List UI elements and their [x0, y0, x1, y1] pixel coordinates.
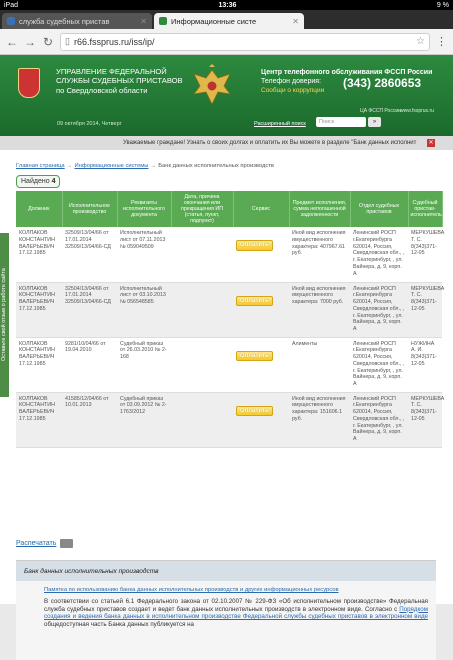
pay-button[interactable]: Оплатить	[236, 406, 273, 417]
service-cell	[233, 282, 289, 337]
extended-search-link[interactable]: Расширенный поиск	[254, 121, 306, 127]
url-text: r66.fssprus.ru/iss/ip/	[73, 36, 155, 47]
bailiff-cell: НУЖИНА А. И. 8(343)371-12-05	[408, 337, 442, 392]
close-icon[interactable]: ✕	[292, 16, 299, 26]
print-label: Распечатать	[16, 540, 57, 547]
reload-icon[interactable]: ↻	[42, 34, 54, 49]
found-count: 4	[51, 178, 56, 185]
proceeding-cell: 32504/13/04/66 от 17.01.2014 32509/13/04/66-СД	[62, 282, 117, 337]
end-reason-cell	[171, 282, 233, 337]
page-icon: ▯	[65, 36, 70, 46]
fssp-eagle-emblem-icon	[192, 64, 232, 108]
battery-level: 9 %	[436, 1, 449, 9]
feedback-side-tab[interactable]: Оставьте свой отзыв о работе сайта	[0, 233, 9, 397]
bank-text-part: общедоступная часть Банка данных публикуется на	[44, 620, 195, 628]
site-title[interactable]	[56, 67, 196, 95]
tab-favicon-icon	[159, 17, 167, 25]
print-link[interactable]	[16, 539, 73, 548]
bookmark-star-icon[interactable]: ☆	[416, 36, 425, 47]
results-table	[16, 191, 443, 448]
found-label: Найдено	[21, 178, 50, 185]
table-row	[16, 227, 442, 282]
bank-info-panel	[16, 560, 436, 660]
breadcrumb-current: Банк данных исполнительных производств	[158, 163, 275, 169]
coat-of-arms-icon	[18, 68, 40, 98]
table-row	[16, 337, 442, 392]
column-header: Сервис	[233, 191, 289, 227]
site-title-line: УПРАВЛЕНИЕ ФЕДЕРАЛЬНОЙ	[56, 67, 167, 76]
bank-heading: Банк данных исполнительных производств	[16, 561, 436, 581]
back-icon[interactable]: ←	[6, 34, 18, 49]
column-header: Судебный пристав-исполнитель	[408, 191, 442, 227]
printer-icon	[60, 539, 73, 548]
fssp-site-link[interactable]: www.fssprus.ru	[400, 108, 434, 114]
tab-favicon-icon	[7, 17, 15, 25]
site-search-input[interactable]: Поиск	[316, 117, 366, 127]
table-header-row	[16, 191, 442, 227]
address-bar[interactable]	[60, 33, 430, 51]
department-cell: Ленинский РОСП г.Екатеринбурга 620014, Россия, Свердловская обл., , г. Екатеринбург, , ул. Вайнера, д. 9, корп. А	[350, 337, 408, 392]
column-header: Должник	[16, 191, 62, 227]
procedure-link[interactable]: Порядком создания и ведения банка данных в исполнительном производстве Федеральной службы судебных приставов в электронном виде	[44, 605, 428, 620]
breadcrumb-info-systems-link[interactable]: Информационные системы	[74, 163, 149, 169]
service-cell	[233, 392, 289, 447]
announcement-bar	[0, 136, 453, 150]
subject-cell: Иной вид исполнения имущественного характера: 407967.61 руб.	[289, 227, 350, 282]
pay-button[interactable]: Оплатить	[236, 351, 273, 362]
service-cell	[233, 227, 289, 282]
close-icon[interactable]: ✕	[140, 16, 147, 26]
hotline-block	[261, 68, 432, 95]
site-search-button[interactable]: »	[368, 117, 381, 127]
status-bar	[0, 0, 453, 10]
department-cell: Ленинский РОСП г.Екатеринбурга 620014, Россия, Свердловская обл., , г. Екатеринбург, , ул. Вайнера, д. 9, корп. А	[350, 392, 408, 447]
proceeding-cell: 32509/13/04/66 от 17.01.2014 32509/13/04/66-СД	[62, 227, 117, 282]
breadcrumb: Главная страница → Информационные системы → Банк данных исполнительных производств	[16, 163, 275, 169]
proceeding-cell: 41585/12/04/66 от 10.01.2013	[62, 392, 117, 447]
trust-phone-label: Телефон доверия:	[261, 78, 322, 85]
announcement-text: Уважаемые граждане! Узнать о своих долгах и оплатить их Вы можете в разделе "Банк данных исполнит	[123, 140, 417, 146]
department-cell: Ленинский РОСП г.Екатеринбурга 620014, Россия, Свердловская обл., , г. Екатеринбург, , ул. Вайнера, д. 9, корп. А	[350, 227, 408, 282]
document-cell: Исполнительный лист от 03.10.2013 № 056548585	[117, 282, 171, 337]
end-reason-cell	[171, 337, 233, 392]
current-date: 09 октября 2014, Четверг	[57, 121, 122, 127]
end-reason-cell	[171, 227, 233, 282]
tab-title: служба судебных пристав	[19, 16, 110, 26]
pay-button[interactable]: Оплатить	[236, 240, 273, 251]
debtor-cell: КОЛПАКОВ КОНСТАНТИН ВАЛЕРЬЕВИЧ 17.12.1985	[16, 392, 62, 447]
site-title-line: по Свердловской области	[56, 85, 148, 95]
clock: 13:36	[218, 1, 237, 9]
bank-text-part: В соответствии со статьей 6.1 Федерального закона от 02.10.2007 № 229-ФЗ «Об исполнительном производстве» Федеральная служба судебных приставов создает и ведет банк данных исполнительных производств в электронном виде. Согласно с	[44, 598, 428, 613]
address-toolbar	[0, 29, 453, 55]
bailiff-cell: МЕРКУШЕВА Т. С. 8(343)371-12-05	[408, 227, 442, 282]
column-header: Отдел судебных приставов	[350, 191, 408, 227]
close-icon[interactable]: ✕	[428, 140, 434, 146]
document-cell: Судебный приказ от 26.03.2010 № 2-168	[117, 337, 171, 392]
trust-phone-number: (343) 2860653	[343, 76, 422, 90]
table-row	[16, 392, 442, 447]
browser-tab-fssp[interactable]	[2, 13, 152, 29]
browser-tab-bar	[0, 10, 453, 29]
end-reason-cell	[171, 392, 233, 447]
tab-title: Информационные систе	[171, 16, 257, 26]
subject-cell: Иной вид исполнения имущественного характера: 7000 руб.	[289, 282, 350, 337]
site-header	[0, 55, 453, 136]
hotline-label: Центр телефонного обслуживания ФССП России	[261, 69, 433, 76]
column-header: Исполнительное производство	[62, 191, 117, 227]
document-cell: Судебный приказ от 03.09.2012 № 2-1763/2012	[117, 392, 171, 447]
site-title-line: СЛУЖБЫ СУДЕБНЫХ ПРИСТАВОВ	[56, 76, 183, 86]
browser-tab-info-systems[interactable]	[154, 13, 304, 29]
debtor-cell: КОЛПАКОВ КОНСТАНТИН ВАЛЕРЬЕВИЧ 17.12.1985	[16, 337, 62, 392]
subject-cell: Иной вид исполнения имущественного характера: 151606.1 руб.	[289, 392, 350, 447]
debtor-cell: КОЛПАКОВ КОНСТАНТИН ВАЛЕРЬЕВИЧ 17.12.1985	[16, 227, 62, 282]
subject-cell: Алименты	[289, 337, 350, 392]
column-header: Предмет исполнения, сумма непогашенной задолженности	[289, 191, 350, 227]
column-header: Дата, причина окончания или прекращения ИП (статья, пункт, подпункт)	[171, 191, 233, 227]
bank-description	[16, 594, 436, 628]
device-label: iPad	[4, 1, 19, 9]
document-cell: Исполнительный лист от 07.11.2013 № 059049509	[117, 227, 171, 282]
table-row	[16, 282, 442, 337]
bailiff-cell: МЕРКУШЕВА Т. С. 8(343)371-12-05	[408, 282, 442, 337]
pay-button[interactable]: Оплатить	[236, 296, 273, 307]
central-office-link[interactable]: ЦА ФССП России	[360, 108, 401, 114]
forward-icon[interactable]: →	[24, 34, 36, 49]
memo-link[interactable]: Памятка по использованию банка данных исполнительных производств и других информационных ресурсов	[44, 587, 339, 593]
breadcrumb-home-link[interactable]: Главная страница	[16, 163, 65, 169]
debtor-cell: КОЛПАКОВ КОНСТАНТИН ВАЛЕРЬЕВИЧ 17.12.1985	[16, 282, 62, 337]
found-count-badge	[16, 175, 60, 188]
department-cell: Ленинский РОСП г.Екатеринбурга 620014, Россия, Свердловская обл., , г. Екатеринбург, , ул. Вайнера, д. 9, корп. А	[350, 282, 408, 337]
column-header: Реквизиты исполнительного документа	[117, 191, 171, 227]
web-page	[0, 55, 453, 628]
proceeding-cell: 9281/10/04/66 от 19.04.2010	[62, 337, 117, 392]
menu-icon[interactable]: ⋮	[436, 36, 447, 48]
corruption-report-link[interactable]: Сообщи о коррупции	[261, 87, 325, 94]
bailiff-cell: МЕРКУШЕВА Т. С. 8(343)371-12-05	[408, 392, 442, 447]
service-cell	[233, 337, 289, 392]
